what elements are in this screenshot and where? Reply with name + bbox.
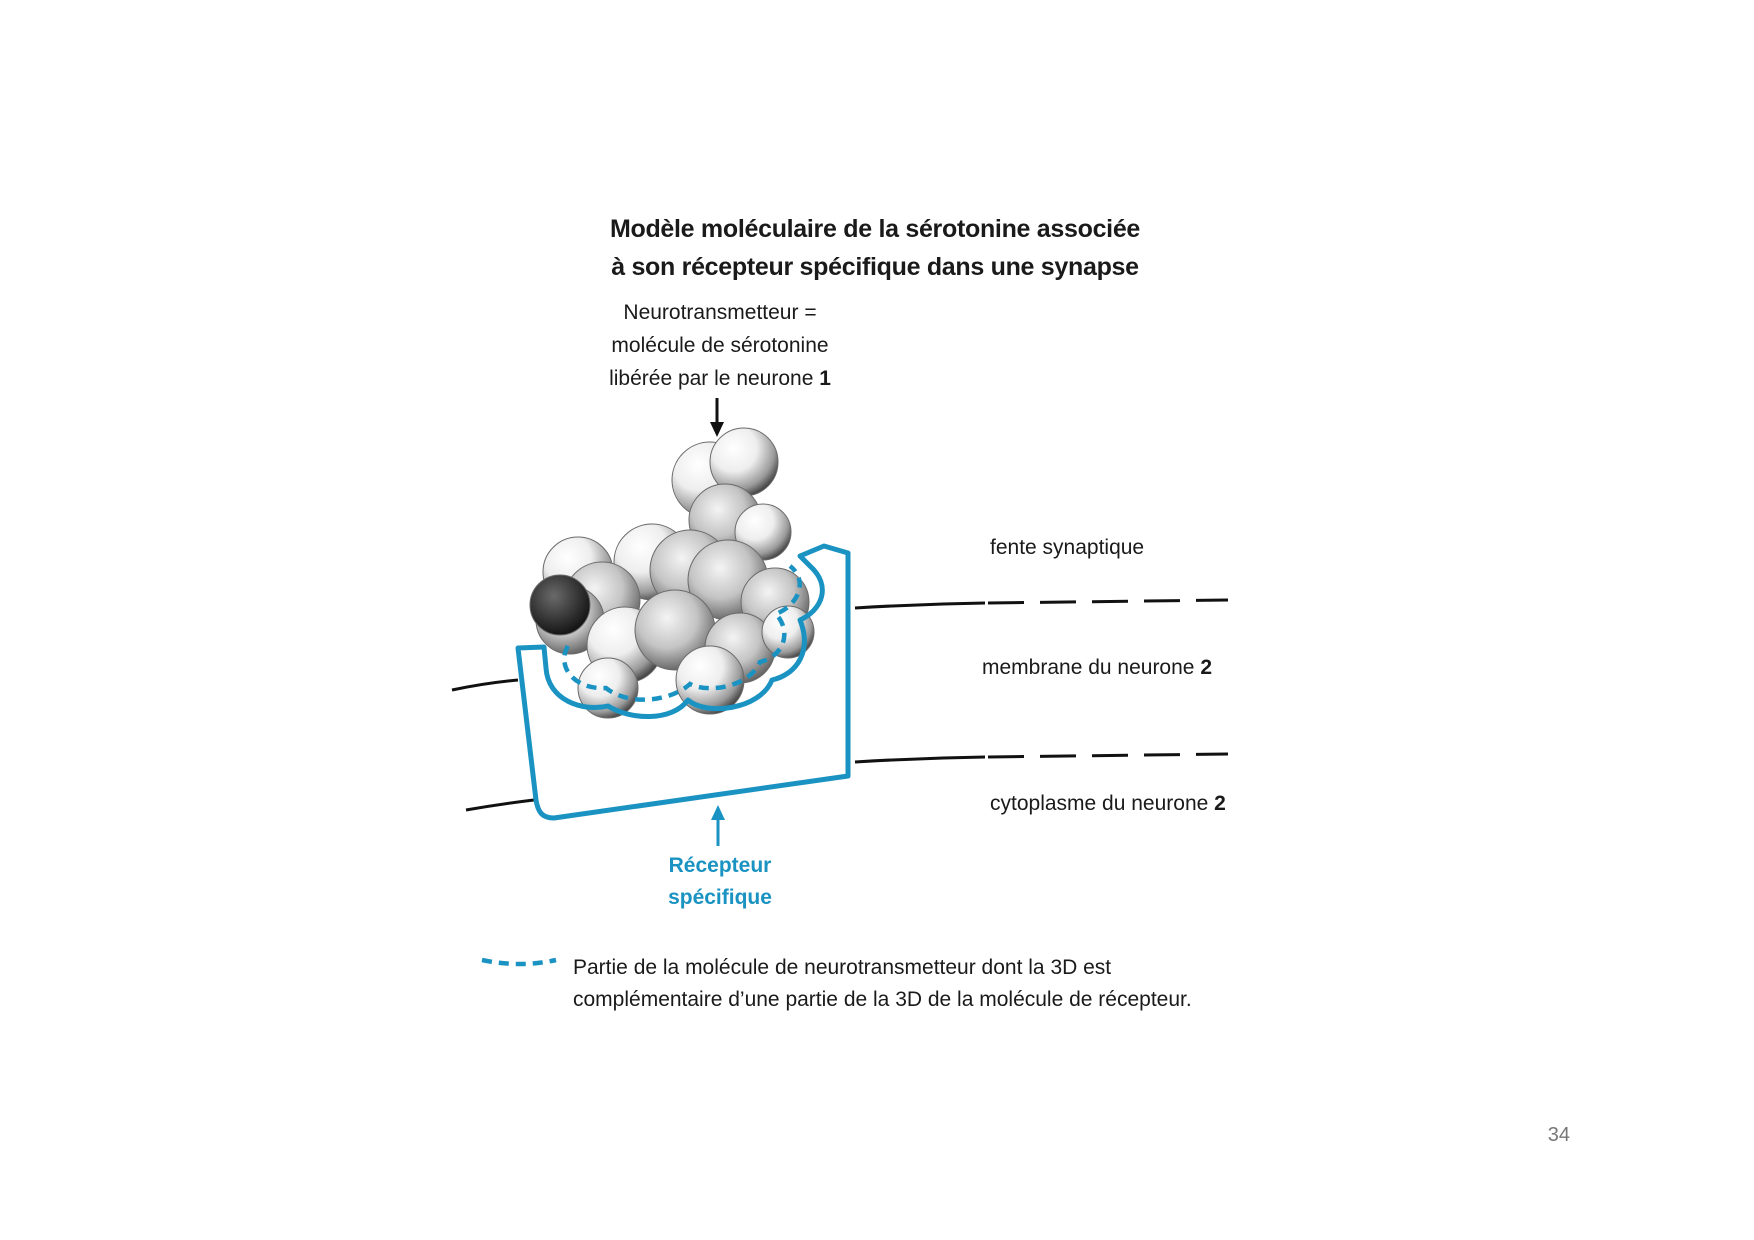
cytoplasm-label [990, 792, 1226, 816]
legend-line-1: Partie de la molécule de neurotransmetteur dont la 3D est [573, 956, 1112, 979]
neurotransmitter-arrow [710, 398, 724, 437]
membrane-label [982, 656, 1212, 680]
receptor-label-line-2: spécifique [668, 886, 772, 909]
cytoplasm-label-text: cytoplasme du neurone [990, 792, 1215, 815]
receptor-label-line-1: Récepteur [668, 854, 772, 877]
neurotransmitter-label-line-3-text: libérée par le neurone [609, 367, 820, 390]
receptor-label [620, 850, 820, 914]
neurotransmitter-label-line-1: Neurotransmetteur = [623, 301, 817, 324]
legend-line-2: complémentaire d’une partie de la 3D de la molécule de récepteur. [573, 988, 1192, 1011]
membrane-label-text: membrane du neurone [982, 656, 1201, 679]
page-number: 34 [1547, 1124, 1570, 1146]
receptor-arrow [711, 805, 725, 846]
neuron-1-number: 1 [819, 367, 831, 390]
legend-dash-sample [482, 960, 556, 964]
serotonin-molecule [530, 428, 814, 718]
neurotransmitter-label-line-2: molécule de sérotonine [611, 334, 829, 357]
cytoplasm-neuron-number: 2 [1214, 792, 1226, 815]
title-line-2: à son récepteur spécifique dans une synapse [611, 253, 1139, 281]
legend-text [573, 952, 1192, 1016]
title-line-1: Modèle moléculaire de la sérotonine associée [609, 215, 1141, 243]
membrane-neuron-number: 2 [1200, 656, 1212, 679]
synaptic-cleft-label: fente synaptique [990, 536, 1145, 559]
